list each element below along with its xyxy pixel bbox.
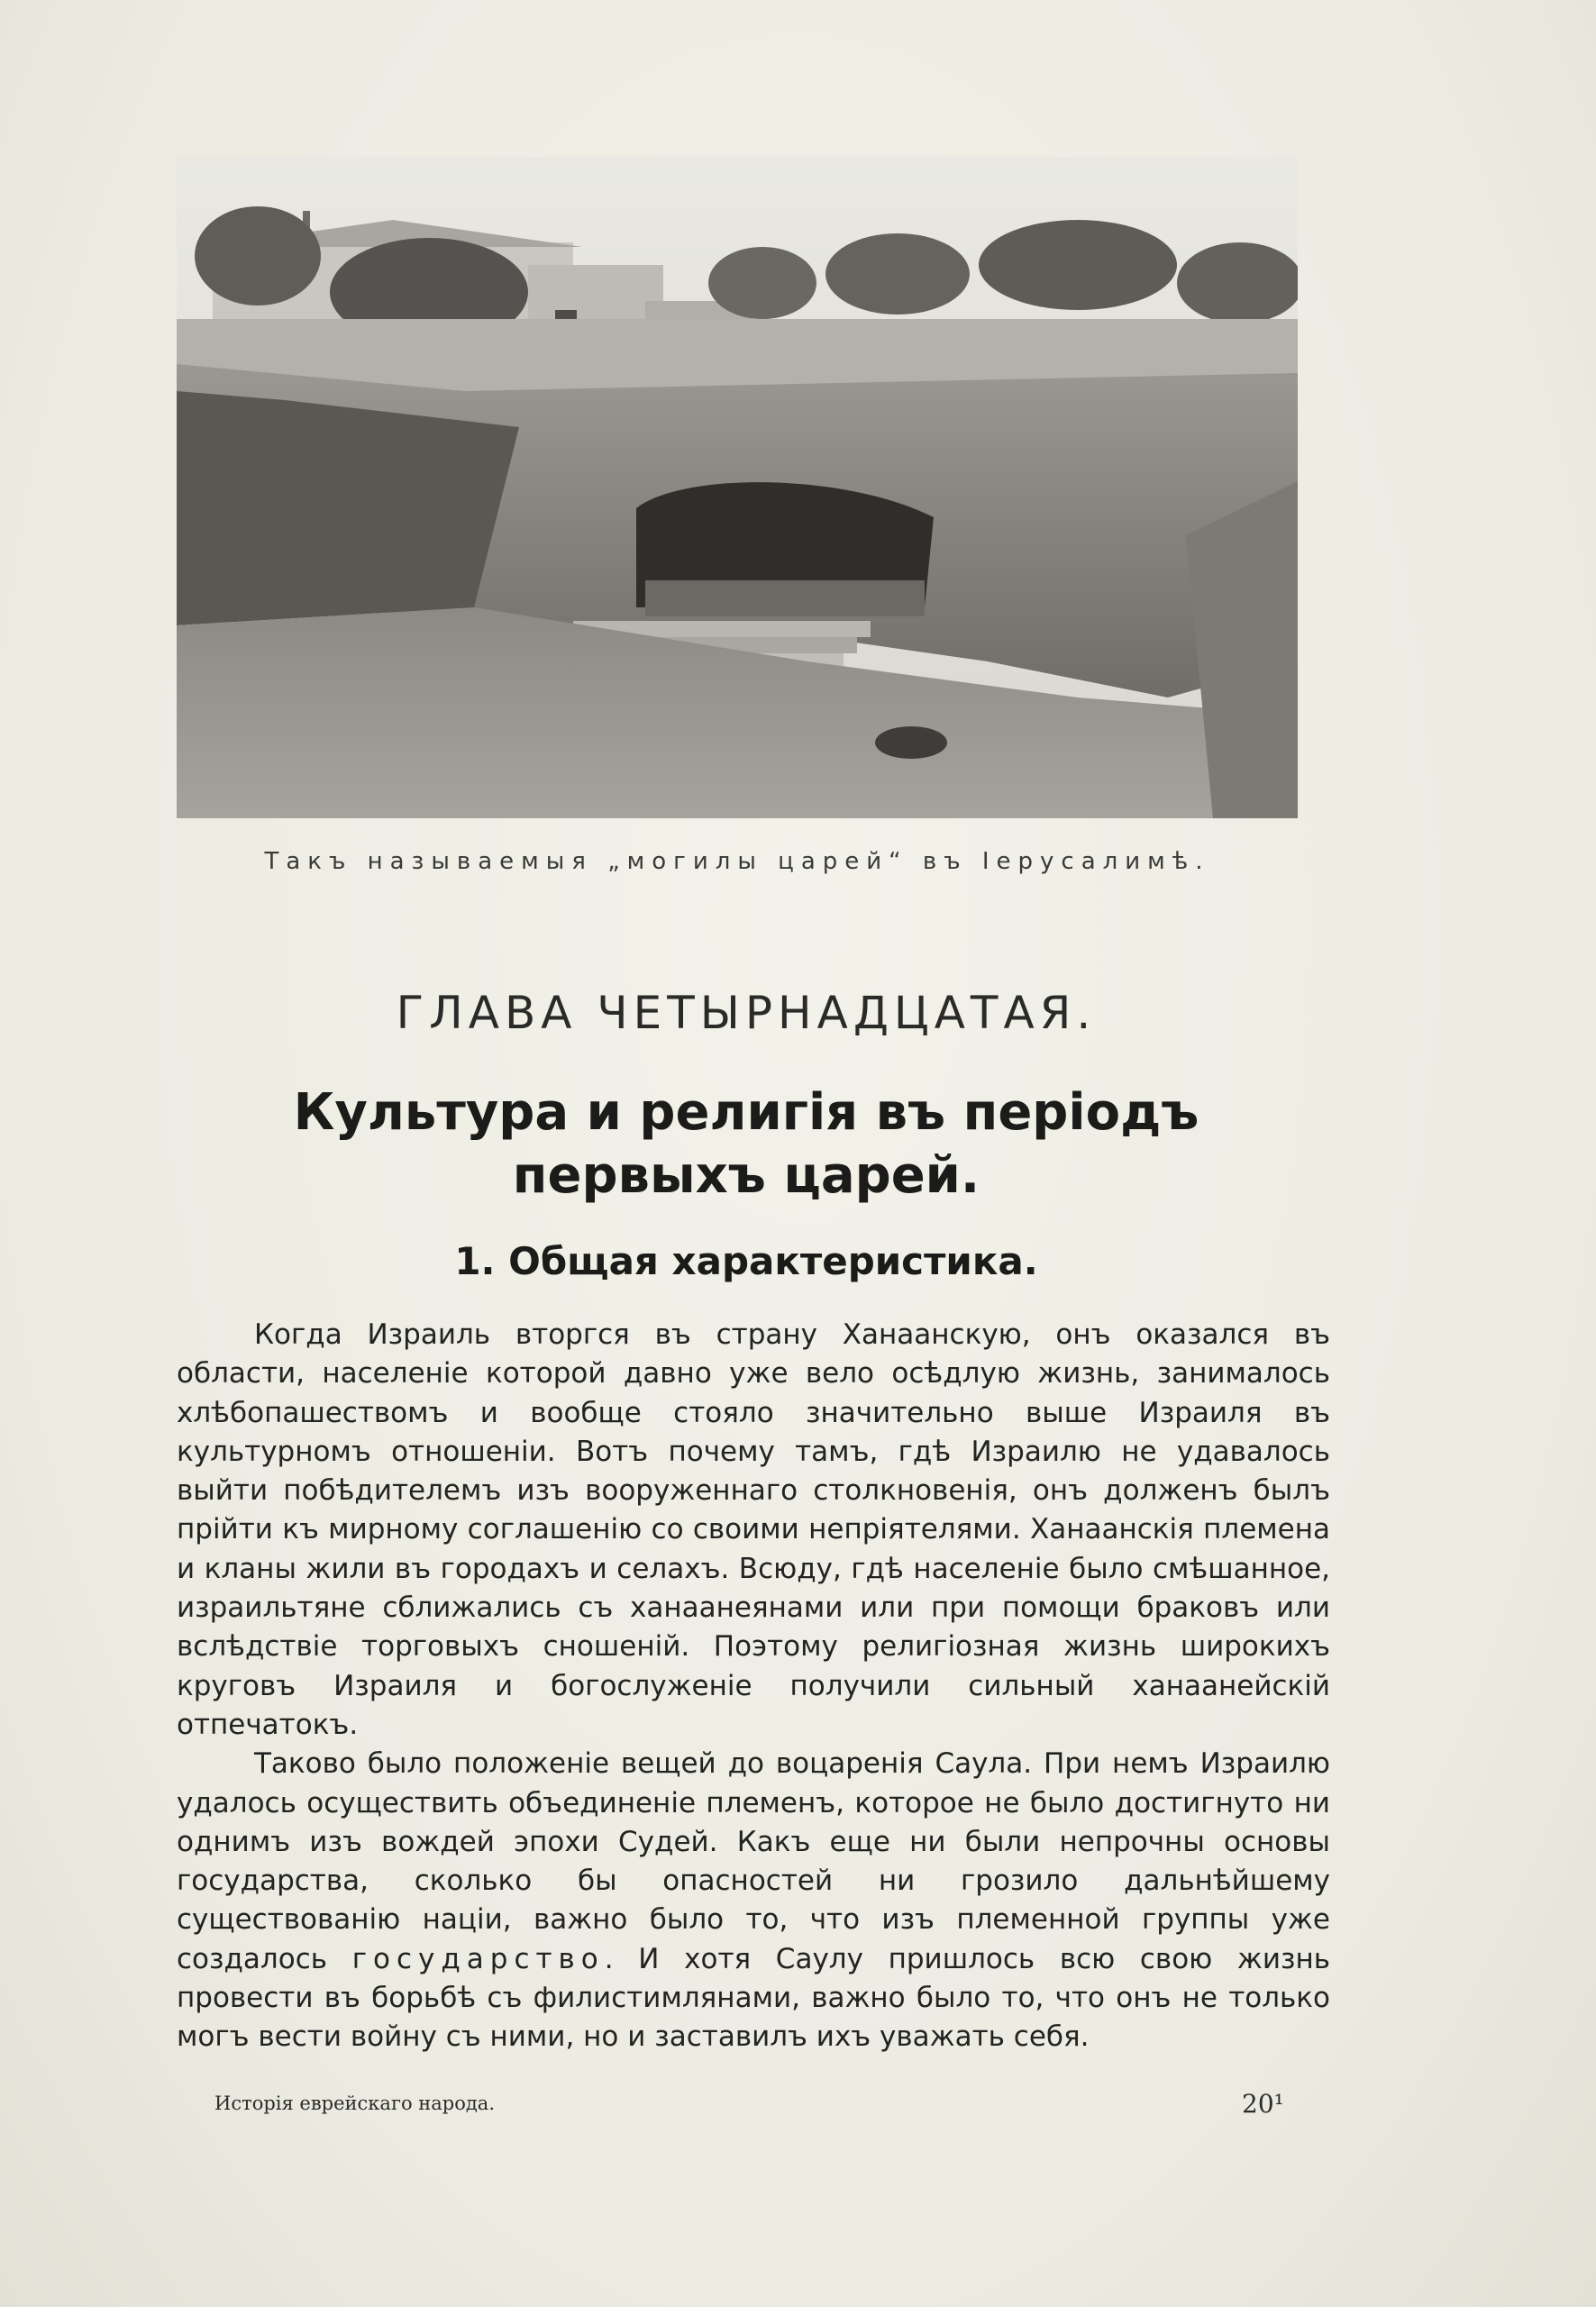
paragraph-1: Когда Израиль вторгся въ страну Ханаанскую, онъ оказался въ области, населеніе которой давно уже вело осѣдлую жизнь, занималось хлѣбопашествомъ и вообще стояло значительно выше Израиля въ культурномъ отношеніи. Вотъ почему тамъ, гдѣ Израилю не удавалось выйти побѣдителемъ изъ вооруженнаго столкновенія, онъ долженъ былъ прійти къ мирному соглашенію со своими непріятелями. Ханаанскія племена и кланы жили въ городахъ и селахъ. Всюду, гдѣ населеніе было смѣшанное, израильтяне сближались съ ханаанеянами или при помощи браковъ или вслѣдствіе торговыхъ сношеній. Поэтому религіозная жизнь широкихъ круговъ Израиля и богослуженіе получили сильный ханаанейскій отпечатокъ. (177, 1318, 1330, 1741)
section-heading: 1. Общая характеристика. (454, 1239, 1038, 1283)
body-text (177, 1316, 1330, 2057)
paragraph-2 (177, 1745, 1330, 2056)
photo-illustration (177, 157, 1298, 818)
footer-book-title: Исторія еврейскаго народа. (214, 2093, 495, 2114)
chapter-label: ГЛАВА ЧЕТЫРНАДЦАТАЯ. (396, 987, 1097, 1039)
paragraph-2-text-b: . И хотя Саулу пришлось всю свою жизнь провести въ борьбѣ съ филистимлянами, важно было то, что онъ не только могъ вести войну съ ними, но и заставилъ ихъ уважать себя. (177, 1942, 1331, 2054)
paragraph-2-text-a: Таково было положеніе вещей до воцаренія Саула. При немъ Израилю удалось осуществить объединеніе племенъ, которое не было достигнуто ни однимъ изъ вождей эпохи Судей. Какъ еще ни были непрочны основы государства, сколько бы опасностей ни грозило дальнѣйшему существованію націи, важно было то, что изъ племенной группы уже создалось (177, 1747, 1330, 1975)
emphasized-word: государство (351, 1942, 605, 1975)
signature-mark: 20¹ (1242, 2089, 1284, 2119)
figure-caption: Такъ называемыя „могилы царей“ въ Іерусалимѣ. (264, 848, 1210, 875)
chapter-title: Культура и религія въ періодъ первыхъ царей. (293, 1083, 1199, 1205)
tomb-photograph (177, 157, 1298, 818)
